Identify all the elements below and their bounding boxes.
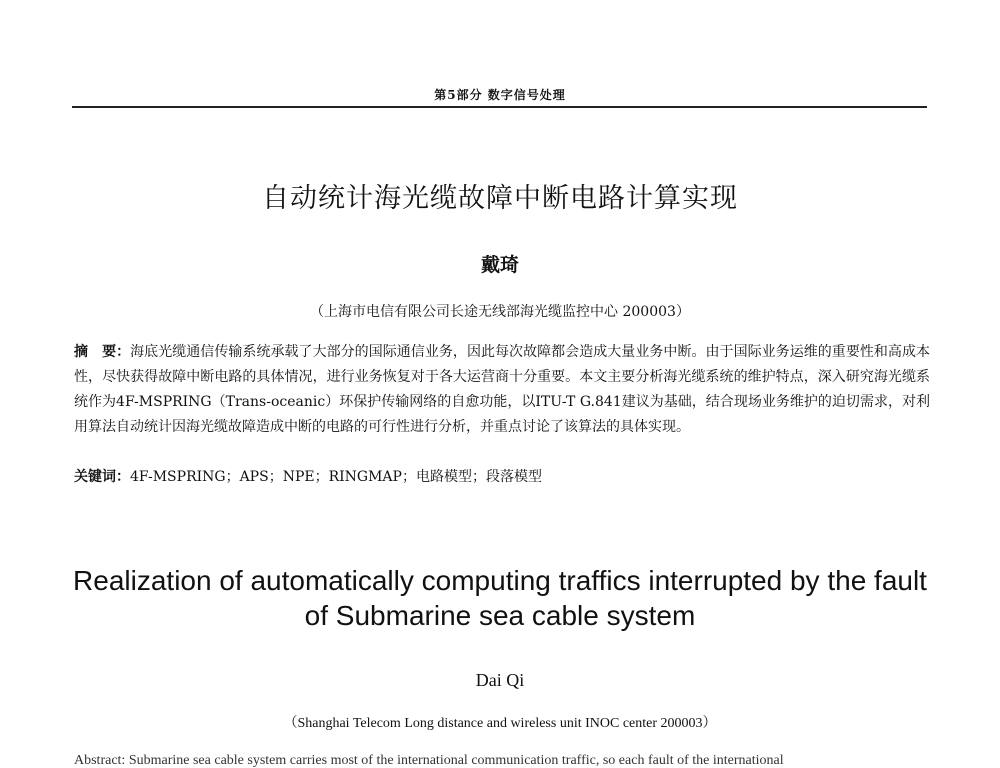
abstract-text: 海底光缆通信传输系统承载了大部分的国际通信业务，因此每次故障都会造成大量业务中断。由于国际业务运维的重要性和高成本性，尽快获得故障中断电路的具体情况，进行业务恢复对于各大运营商十分重要。本文主要分析海光缆系统的维护特点，深入研究海光缆系统作为4F-MSPRING（Trans-oceanic）环保护传输网络的自愈功能，以ITU-T G.841建议为基础，结合现场业务维护的迫切需求，对利用算法自动统计因海光缆故障造成中断的电路的可行性进行分析，并重点讨论了该算法的具体实现。 <box>74 344 931 435</box>
author-english: Dai Qi <box>475 670 525 690</box>
author-chinese: 戴琦 <box>480 254 519 276</box>
keywords-chinese <box>74 465 930 490</box>
affiliation-english: （Shanghai Telecom Long distance and wireless unit INOC center 200003） <box>283 716 717 731</box>
paper-title-english: Realization of automatically computing traffics interrupted by the fault of Submarine sea cable system <box>73 565 927 631</box>
paper-title-chinese: 自动统计海光缆故障中断电路计算实现 <box>262 183 738 214</box>
abstract-english-partial: Abstract: Submarine sea cable system carries most of the international communication traffic, so each fault of the international <box>74 753 784 768</box>
keywords-text: 4F-MSPRING；APS；NPE；RINGMAP；电路模型；段落模型 <box>130 469 542 485</box>
header-rule <box>72 106 927 108</box>
abstract-label: 摘 要： <box>74 344 131 360</box>
affiliation-chinese: （上海市电信有限公司长途无线部海光缆监控中心 200003） <box>310 304 690 320</box>
abstract-chinese <box>74 340 930 440</box>
running-header: 第5部分 数字信号处理 <box>434 88 566 102</box>
keywords-label: 关键词： <box>74 469 130 485</box>
